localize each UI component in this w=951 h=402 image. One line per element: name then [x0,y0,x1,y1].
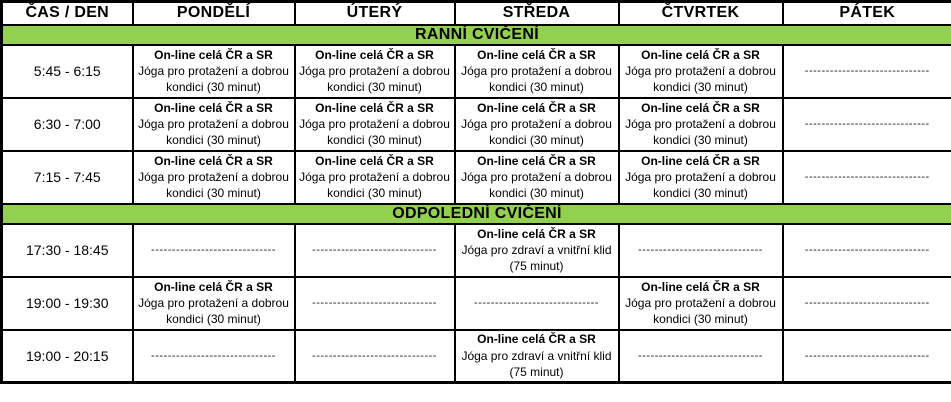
time-cell: 19:00 - 19:30 [2,277,133,330]
class-availability: On-line celá ČR a SR [641,47,760,62]
class-availability: On-line celá ČR a SR [477,226,596,241]
no-class-marker: ------------------------------ [133,224,295,277]
class-availability: On-line celá ČR a SR [315,153,434,168]
no-class-marker: ------------------------------ [295,330,455,383]
class-cell-tuesday [295,45,455,98]
class-cell-wednesday [455,98,619,151]
class-cell-monday [133,151,295,204]
class-description: Jóga pro protažení a dobrou kondici (30 minut) [461,116,612,148]
class-description: Jóga pro protažení a dobrou kondici (30 minut) [461,169,612,201]
class-cell-monday [133,277,295,330]
class-availability: On-line celá ČR a SR [315,100,434,115]
no-class-marker: ------------------------------ [783,330,951,383]
class-description: Jóga pro protažení a dobrou kondici (30 minut) [625,169,776,201]
class-availability: On-line celá ČR a SR [154,153,273,168]
section-banner-afternoon-label: ODPOLEDNÍ CVIČENÍ [2,204,951,224]
class-description: Jóga pro zdraví a vnitřní klid (75 minut) [461,348,612,379]
no-class-marker: ------------------------------ [783,224,951,277]
class-availability: On-line celá ČR a SR [641,153,760,168]
class-cell-thursday [619,98,783,151]
class-cell-wednesday [455,151,619,204]
class-availability: On-line celá ČR a SR [641,100,760,115]
column-header-friday: PÁTEK [783,2,951,25]
time-cell: 19:00 - 20:15 [2,330,133,383]
class-cell-thursday [619,45,783,98]
class-cell-monday [133,45,295,98]
no-class-marker: ------------------------------ [619,224,783,277]
table-row-0545-0615 [2,45,951,98]
column-header-monday: PONDĚLÍ [133,2,295,25]
no-class-marker: ------------------------------ [783,277,951,330]
column-header-thursday: ČTVRTEK [619,2,783,25]
class-description: Jóga pro protažení a dobrou kondici (30 minut) [138,169,289,201]
class-description: Jóga pro protažení a dobrou kondici (30 minut) [299,63,450,95]
class-description: Jóga pro protažení a dobrou kondici (30 minut) [138,116,289,148]
class-description: Jóga pro protažení a dobrou kondici (30 minut) [625,116,776,148]
no-class-marker: ------------------------------ [295,224,455,277]
class-description: Jóga pro protažení a dobrou kondici (30 minut) [461,63,612,95]
class-description: Jóga pro protažení a dobrou kondici (30 minut) [299,116,450,148]
time-cell: 17:30 - 18:45 [2,224,133,277]
no-class-marker: ------------------------------ [783,98,951,151]
column-header-time-day: ČAS / DEN [2,2,133,25]
time-cell: 5:45 - 6:15 [2,45,133,98]
class-description: Jóga pro protažení a dobrou kondici (30 minut) [138,295,289,327]
class-availability: On-line celá ČR a SR [477,47,596,62]
time-cell: 6:30 - 7:00 [2,98,133,151]
class-availability: On-line celá ČR a SR [154,279,273,294]
column-header-tuesday: ÚTERÝ [295,2,455,25]
table-header-row [2,2,951,25]
class-availability: On-line celá ČR a SR [477,332,596,347]
class-cell-thursday [619,151,783,204]
table-row-1730-1845 [2,224,951,277]
class-availability: On-line celá ČR a SR [154,47,273,62]
class-description: Jóga pro protažení a dobrou kondici (30 minut) [625,295,776,327]
class-description: Jóga pro protažení a dobrou kondici (30 minut) [138,63,289,95]
table-row-0630-0700 [2,98,951,151]
no-class-marker: ------------------------------ [295,277,455,330]
class-description: Jóga pro protažení a dobrou kondici (30 minut) [299,169,450,201]
section-banner-morning [2,25,951,45]
table-row-0715-0745 [2,151,951,204]
time-cell: 7:15 - 7:45 [2,151,133,204]
table-row-1900-2015 [2,330,951,383]
class-availability: On-line celá ČR a SR [477,153,596,168]
class-cell-wednesday [455,224,619,277]
section-banner-morning-label: RANNÍ CVIČENÍ [2,25,951,45]
table-row-1900-1930 [2,277,951,330]
class-description: Jóga pro zdraví a vnitřní klid (75 minut) [461,242,612,274]
no-class-marker: ------------------------------ [455,277,619,330]
class-description: Jóga pro protažení a dobrou kondici (30 minut) [625,63,776,95]
no-class-marker: ------------------------------ [783,45,951,98]
class-availability: On-line celá ČR a SR [315,47,434,62]
class-cell-tuesday [295,98,455,151]
no-class-marker: ------------------------------ [133,330,295,383]
class-cell-wednesday [455,45,619,98]
class-availability: On-line celá ČR a SR [154,100,273,115]
class-cell-tuesday [295,151,455,204]
no-class-marker: ------------------------------ [619,330,783,383]
class-availability: On-line celá ČR a SR [641,279,760,294]
section-banner-afternoon [2,204,951,224]
class-cell-wednesday [455,330,619,383]
no-class-marker: ------------------------------ [783,151,951,204]
class-cell-thursday [619,277,783,330]
class-availability: On-line celá ČR a SR [477,100,596,115]
class-cell-monday [133,98,295,151]
column-header-wednesday: STŘEDA [455,2,619,25]
